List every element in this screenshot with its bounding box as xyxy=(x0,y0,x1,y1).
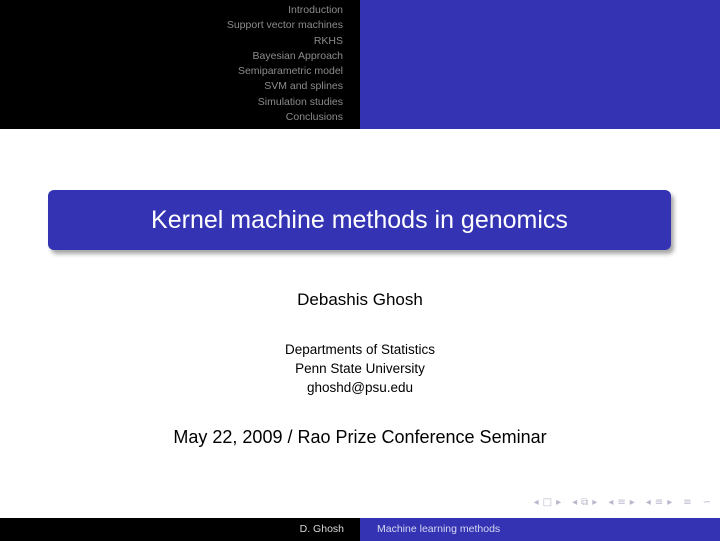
email-text: ghoshd@psu.edu xyxy=(306,380,414,395)
footline-right-panel xyxy=(360,518,720,541)
footline-left-panel xyxy=(0,518,360,541)
beamer-navigation-symbols xyxy=(533,497,712,508)
headline-left-panel xyxy=(0,0,360,129)
headline-bar xyxy=(0,0,720,129)
section-icon[interactable]: ≡ xyxy=(654,497,664,508)
nav-section-introduction[interactable]: Introduction xyxy=(288,4,343,16)
footline-bar xyxy=(0,518,720,541)
institute-block xyxy=(0,340,720,397)
search-icon[interactable]: ∽ xyxy=(702,497,711,508)
slide-prev-icon[interactable]: ◂ xyxy=(533,497,539,508)
subsection-next-icon[interactable]: ▸ xyxy=(629,497,635,508)
title-block xyxy=(48,190,671,250)
slide-next-icon[interactable]: ▸ xyxy=(556,497,562,508)
footer-short-title: Machine learning methods xyxy=(377,523,501,535)
section-next-icon[interactable]: ▸ xyxy=(667,497,673,508)
nav-section-support-vector-machines[interactable]: Support vector machines xyxy=(226,19,343,32)
footer-author: D. Ghosh xyxy=(299,523,344,535)
section-prev-icon[interactable]: ◂ xyxy=(645,497,651,508)
nav-section-simulation-studies[interactable]: Simulation studies xyxy=(257,95,343,108)
subsection-icon[interactable]: ≡ xyxy=(617,497,626,508)
nav-section-svm-and-splines[interactable]: SVM and splines xyxy=(264,80,343,93)
author-name: Debashis Ghosh xyxy=(297,290,423,309)
nav-section-conclusions[interactable]: Conclusions xyxy=(285,111,343,124)
toc-icon[interactable]: ≡ xyxy=(683,497,692,508)
headline-right-panel xyxy=(360,0,720,129)
date-event-text: May 22, 2009 / Rao Prize Conference Seminar xyxy=(173,427,547,447)
department-text: Departments of Statistics xyxy=(284,342,436,357)
nav-section-bayesian-approach[interactable]: Bayesian Approach xyxy=(252,49,343,62)
section-navigation xyxy=(227,3,343,125)
frame-icon[interactable]: ⧉ xyxy=(581,497,589,508)
slide-icon[interactable]: □ xyxy=(542,497,553,508)
frame-next-icon[interactable]: ▸ xyxy=(592,497,598,508)
nav-section-semiparametric-model[interactable]: Semiparametric model xyxy=(237,65,343,78)
university-text: Penn State University xyxy=(295,361,425,376)
presentation-title: Kernel machine methods in genomics xyxy=(151,205,568,234)
nav-section-rkhs[interactable]: RKHS xyxy=(313,34,343,47)
subsection-prev-icon[interactable]: ◂ xyxy=(608,497,614,508)
frame-prev-icon[interactable]: ◂ xyxy=(572,497,578,508)
